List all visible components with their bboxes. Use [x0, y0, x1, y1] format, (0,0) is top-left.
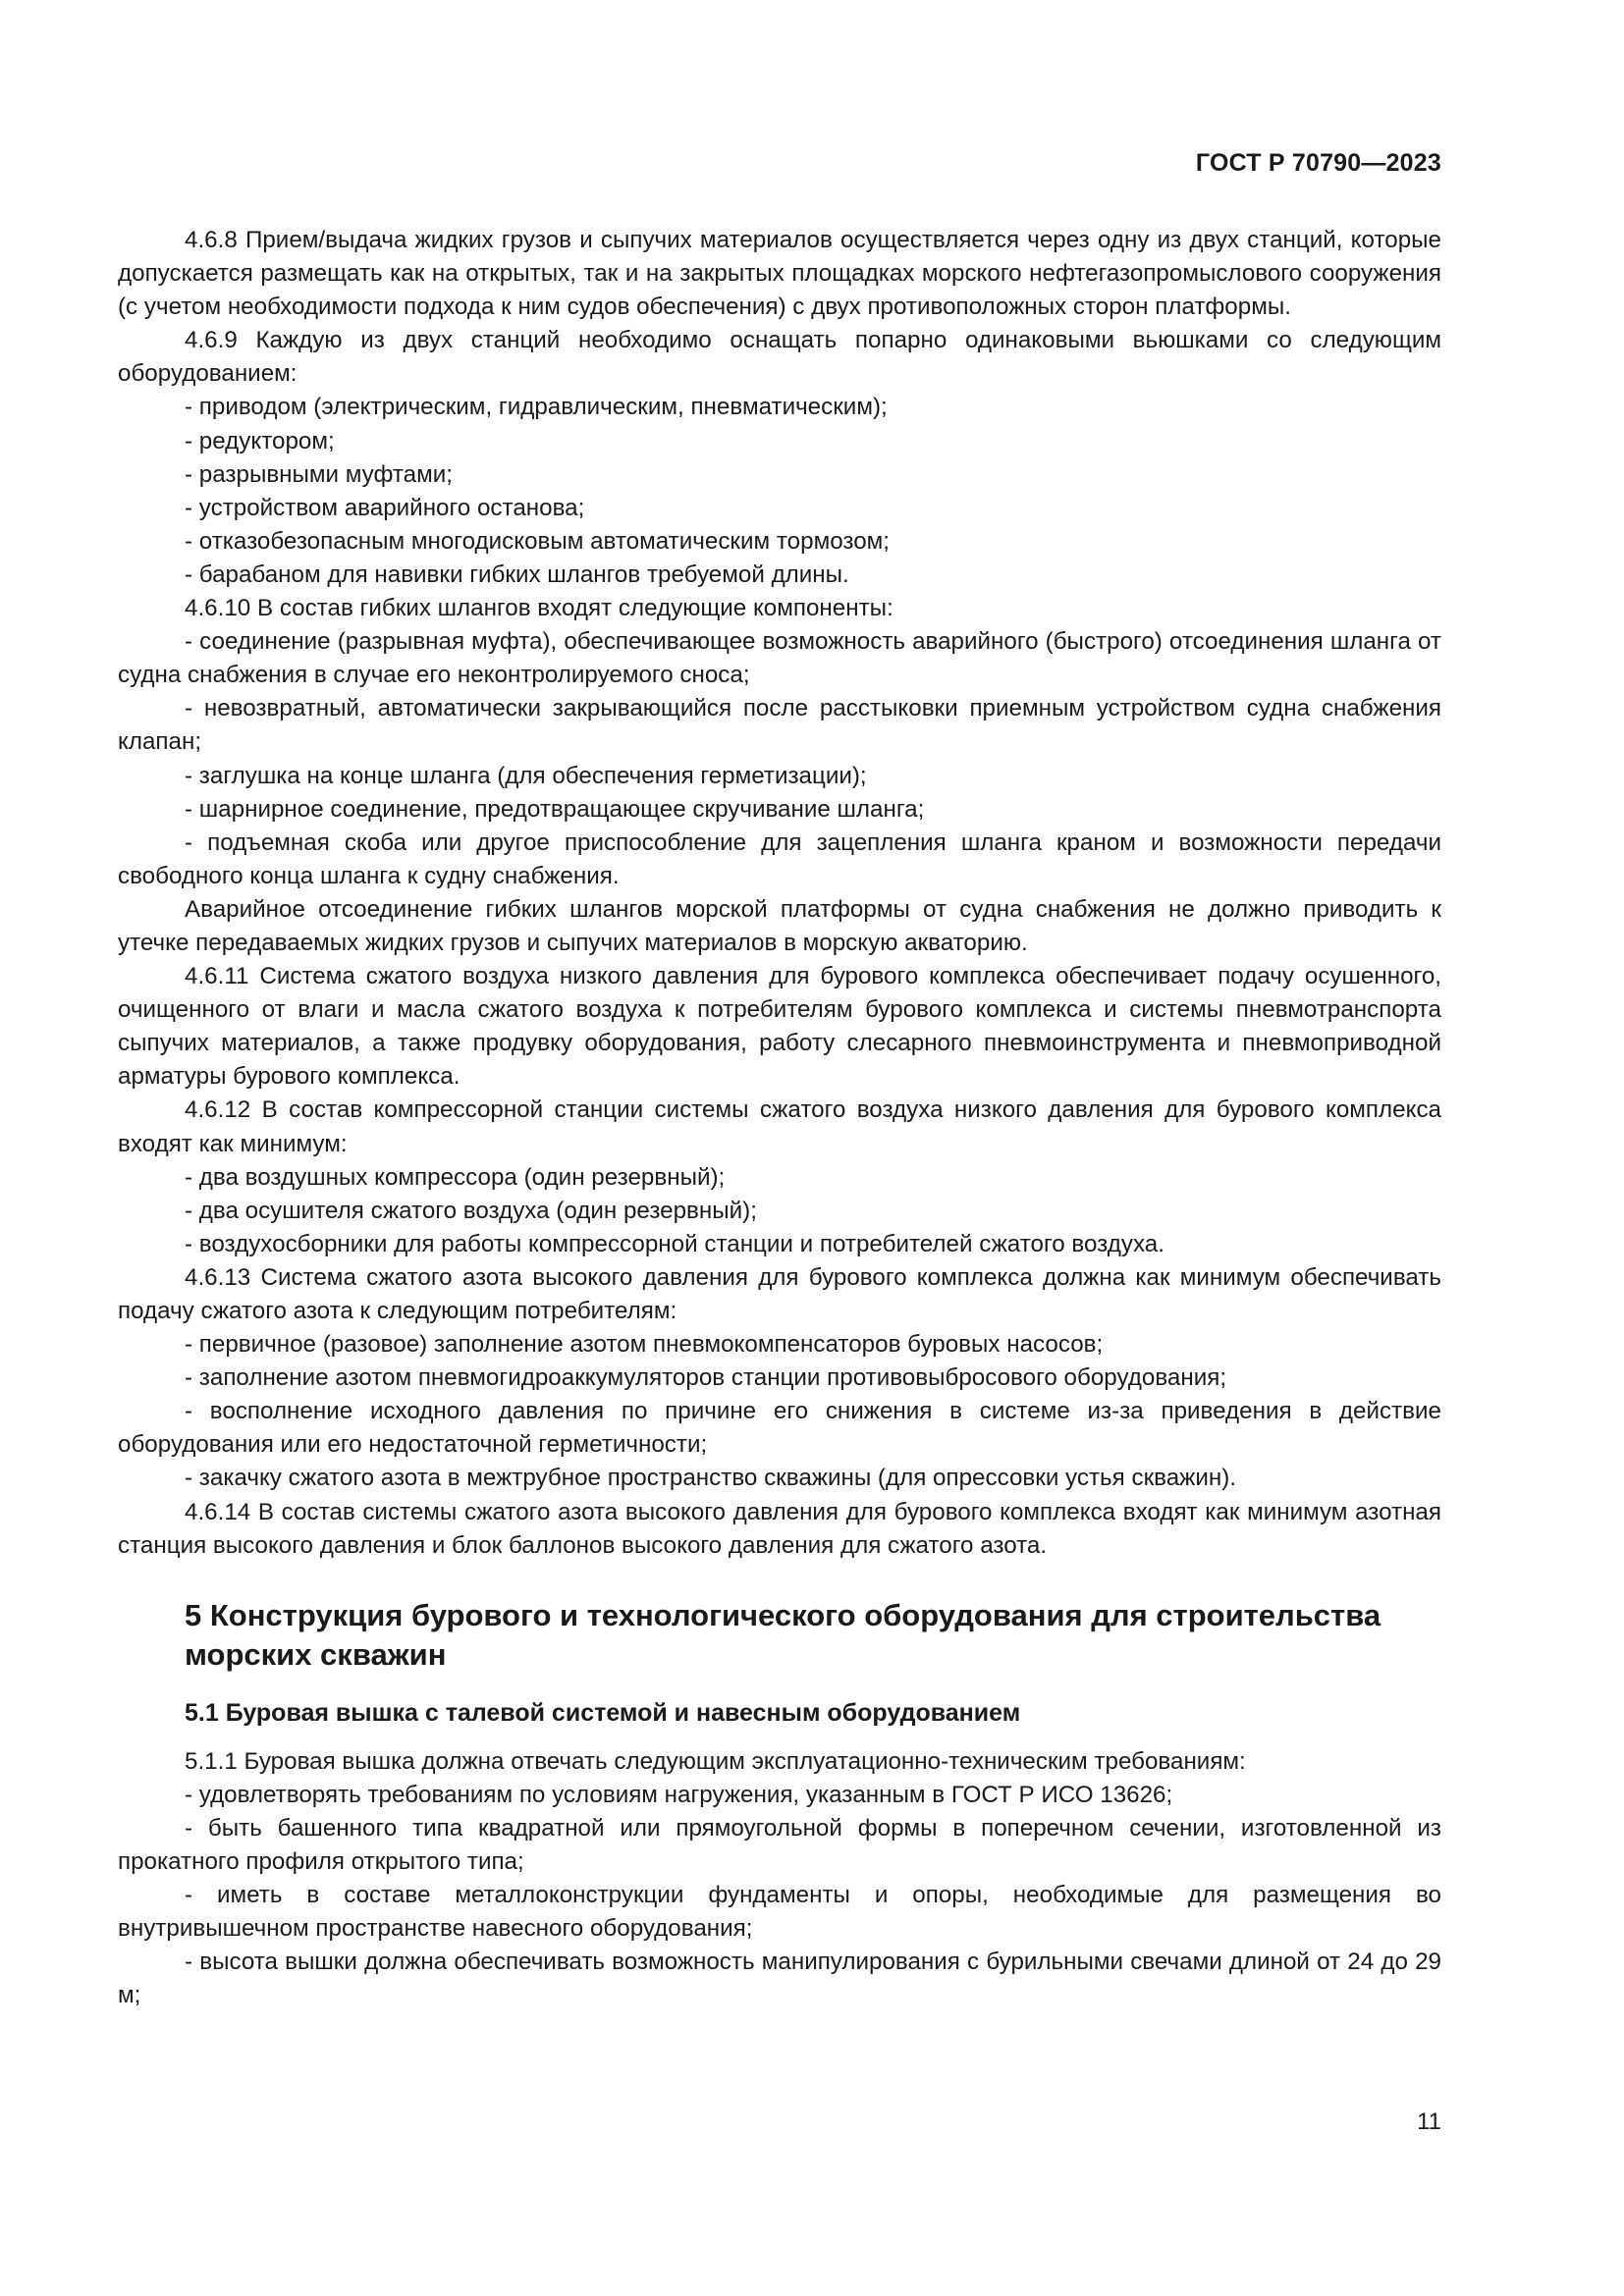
- list-item: - два воздушных компрессора (один резервный);: [185, 1163, 726, 1191]
- page-number: 11: [1417, 2109, 1441, 2135]
- list-item: - соединение (разрывная муфта), обеспечивающее возможность аварийного (быстрого) отсоединения шланга от судна снабжения в случае его неконтролируемого сноса;: [118, 628, 1441, 689]
- paragraph-5-1-1: 5.1.1 Буровая вышка должна отвечать следующим эксплуатационно-техническим требованиям:: [185, 1747, 1246, 1775]
- list-item: - разрывными муфтами;: [185, 460, 453, 488]
- section-5-heading: 5 Конструкция бурового и технологического оборудования для строительства морских скважин: [185, 1597, 1381, 1672]
- document-page: [118, 0, 1441, 2296]
- list-item: - два осушителя сжатого воздуха (один резервный);: [185, 1197, 757, 1224]
- list-item: - первичное (разовое) заполнение азотом пневмокомпенсаторов буровых насосов;: [185, 1331, 1104, 1359]
- list-item: - приводом (электрическим, гидравлическим, пневматическим);: [185, 394, 888, 421]
- subsection-5-1-heading: 5.1 Буровая вышка с талевой системой и навесным оборудованием: [185, 1698, 1021, 1727]
- list-item: - удовлетворять требованиям по условиям нагружения, указанным в ГОСТ Р ИСО 13626;: [185, 1781, 1173, 1808]
- list-item: - иметь в составе металлоконструкции фундаменты и опоры, необходимые для размещения во внутривышечном пространстве навесного оборудования;: [118, 1882, 1441, 1943]
- list-item: - барабаном для навивки гибких шлангов требуемой длины.: [185, 561, 849, 588]
- list-item: - восполнение исходного давления по причине его снижения в системе из-за приведения в действие оборудования или его недостаточной герметичности;: [118, 1398, 1441, 1459]
- list-item: - воздухосборники для работы компрессорной станции и потребителей сжатого воздуха.: [185, 1230, 1164, 1257]
- list-item: - подъемная скоба или другое приспособление для зацепления шланга краном и возможности передачи свободного конца шланга к судну снабжения.: [118, 828, 1441, 889]
- list-item: - редуктором;: [185, 427, 335, 454]
- list-item: - заполнение азотом пневмогидроаккумуляторов станции противовыбросового оборудования;: [185, 1364, 1227, 1392]
- list-item: - устройством аварийного останова;: [185, 494, 585, 521]
- document-body: [118, 224, 1441, 2013]
- list-item: - быть башенного типа квадратной или прямоугольной формы в поперечном сечении, изготовленной из прокатного профиля открытого типа;: [118, 1814, 1441, 1876]
- list-item: - отказобезопасным многодисковым автоматическим тормозом;: [185, 527, 890, 555]
- paragraph-4-6-13: 4.6.13 Система сжатого азота высокого давления для бурового комплекса должна как минимум обеспечивать подачу сжатого азота к следующим потребителям:: [118, 1263, 1441, 1324]
- list-item: - высота вышки должна обеспечивать возможность манипулирования с бурильными свечами длиной от 24 до 29 м;: [118, 1949, 1441, 2009]
- paragraph-4-6-14: 4.6.14 В состав системы сжатого азота высокого давления для бурового комплекса входят как минимум азотная станция высокого давления и блок баллонов высокого давления для сжатого азота.: [118, 1498, 1441, 1559]
- document-code-header: ГОСТ Р 70790—2023: [1195, 149, 1441, 177]
- paragraph-4-6-12: 4.6.12 В состав компрессорной станции системы сжатого воздуха низкого давления для бурового комплекса входят как минимум:: [118, 1096, 1441, 1157]
- list-item: - заглушка на конце шланга (для обеспечения герметизации);: [185, 762, 867, 789]
- paragraph-emergency-disconnect: Аварийное отсоединение гибких шлангов морской платформы от судна снабжения не должно приводить к утечке передаваемых жидких грузов и сыпучих материалов в морскую акваторию.: [118, 895, 1441, 956]
- list-item: - невозвратный, автоматически закрывающийся после расстыковки приемным устройством судна снабжения клапан;: [118, 695, 1441, 756]
- paragraph-4-6-9: 4.6.9 Каждую из двух станций необходимо оснащать попарно одинаковыми вьюшками со следующим оборудованием:: [118, 327, 1441, 388]
- list-item: - шарнирное соединение, предотвращающее скручивание шланга;: [185, 795, 925, 823]
- paragraph-4-6-10: 4.6.10 В состав гибких шлангов входят следующие компоненты:: [185, 595, 893, 622]
- paragraph-4-6-8: 4.6.8 Прием/выдача жидких грузов и сыпучих материалов осуществляется через одну из двух станций, которые допускается размещать как на открытых, так и на закрытых площадках морского нефтегазопромыслового сооружения (с учетом необходимости подхода к ним судов обеспечения) с двух противоположных сторон платформы.: [118, 227, 1441, 321]
- list-item: - закачку сжатого азота в межтрубное пространство скважины (для опрессовки устья скважин).: [185, 1465, 1237, 1492]
- paragraph-4-6-11: 4.6.11 Система сжатого воздуха низкого давления для бурового комплекса обеспечивает подачу осушенного, очищенного от влаги и масла сжатого воздуха к потребителям бурового комплекса и системы пневмотранспорта сыпучих материалов, а также продувку оборудования, работу слесарного пневмоинструмента и пневмоприводной арматуры бурового комплекса.: [118, 963, 1441, 1091]
